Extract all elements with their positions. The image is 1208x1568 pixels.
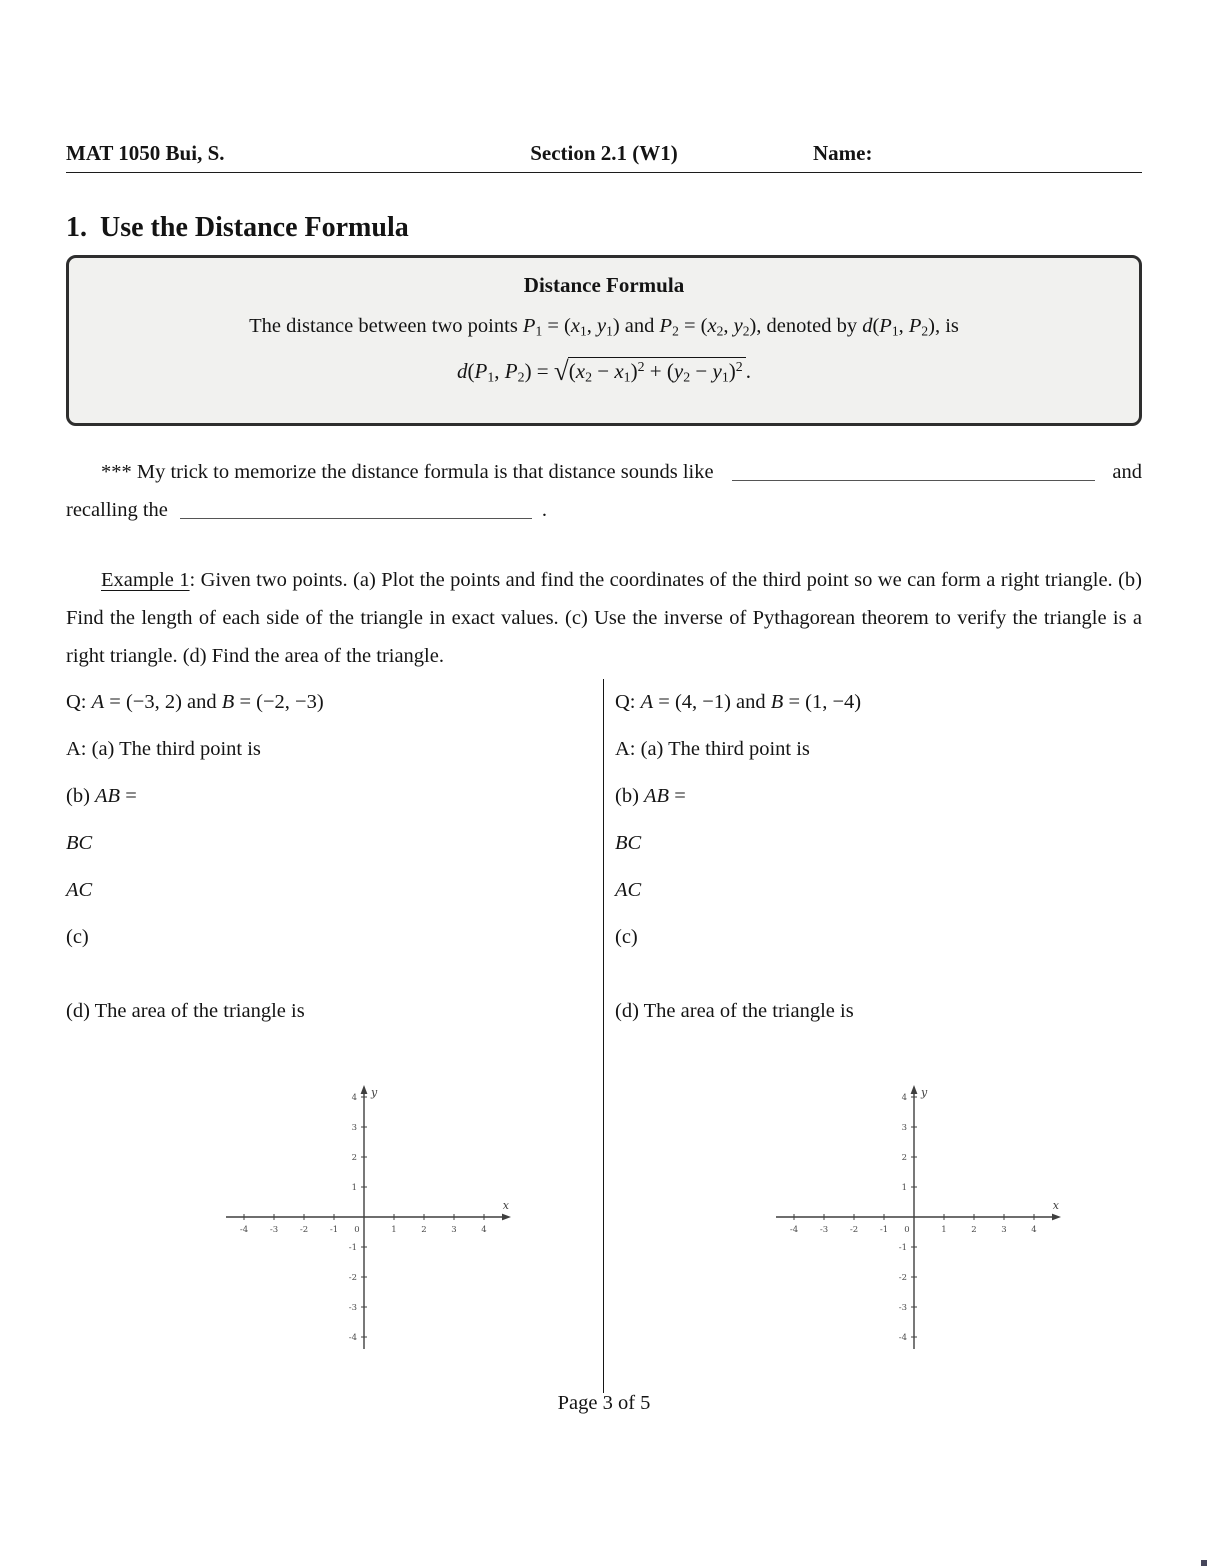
svg-text:-4: -4 [348,1333,357,1343]
section-heading [66,212,1142,244]
page-corner-artifact [1201,1560,1207,1566]
memorization-note [66,453,1142,529]
problem-2-part-b: (b) AB = [615,785,686,807]
svg-text:-2: -2 [898,1273,907,1283]
svg-text:-2: -2 [348,1273,357,1283]
problem-1-part-c: (c) [66,926,89,948]
svg-text:2: 2 [971,1225,977,1235]
section-number: 1. [66,212,87,243]
problem-2-graph-area [776,1085,1142,1367]
svg-text:3: 3 [451,1225,457,1235]
equation-period: . [745,359,751,384]
svg-text:x: x [502,1199,509,1212]
svg-text:-3: -3 [269,1225,279,1235]
problem-1-answer-a: A: (a) The third point is [66,738,261,760]
note-line2-period: . [541,499,548,521]
example-1-instructions [66,561,1142,675]
two-column-workspace [66,679,1142,1393]
fill-in-blank-1 [732,480,1096,481]
memorization-note-line-1 [66,453,1142,491]
coordinate-plane-1 [226,1085,511,1349]
section-label: Section 2.1 (W1) [530,141,678,165]
note-text-line2: recalling the [66,499,168,521]
problem-2-question: Q: A = (4, −1) and B = (1, −4) [615,691,862,713]
svg-text:x: x [1052,1199,1059,1212]
svg-text:3: 3 [1001,1225,1007,1235]
problem-1 [66,679,603,1393]
svg-text:2: 2 [421,1225,427,1235]
problem-2-part-d: (d) The area of the triangle is [615,1000,854,1022]
problem-1-part-b: (b) AB = [66,785,137,807]
svg-text:1: 1 [351,1183,357,1193]
svg-text:y: y [921,1086,928,1099]
problem-2-answer-a: A: (a) The third point is [615,738,810,760]
course-label: MAT 1050 Bui, S. [66,141,225,165]
svg-text:3: 3 [351,1123,357,1133]
svg-text:-1: -1 [348,1243,357,1253]
svg-text:2: 2 [901,1153,907,1163]
svg-text:-3: -3 [898,1303,907,1313]
svg-text:-4: -4 [898,1333,907,1343]
formula-box-body: The distance between two points $P_1 = (x_1$, $y_1$) and $P_2 = (x_2$, $y_2$), denoted by $d(P_1$, $P_2$), is [249,315,959,339]
example-1-text: : Given two points. (a) Plot the points and find the coordinates of the third point so we can form a right triangle. (b) Find the length of each side of the triangle in exact values. (c) Use the inverse of Pythagorean theorem to verify the triangle is a right triangle. (d) Find the area of the triangle. [66,569,1142,667]
coordinate-plane-2 [776,1085,1061,1349]
svg-text:4: 4 [351,1093,357,1103]
page-number: Page 3 of 5 [557,1392,651,1414]
problem-2-part-c: (c) [615,926,638,948]
problem-1-graph-area [226,1085,603,1367]
problem-1-side-bc: BC [66,832,93,854]
svg-text:0: 0 [354,1225,360,1235]
header-rule [66,172,1142,173]
problem-2-side-ac: AC [615,879,642,901]
svg-text:4: 4 [901,1093,907,1103]
page-header [66,141,1142,167]
radical-sign: √ [553,356,569,387]
svg-text:-3: -3 [819,1225,829,1235]
svg-text:0: 0 [904,1225,910,1235]
svg-text:-2: -2 [299,1225,309,1235]
equation-lhs: $d(P_1$, $P_2$) = [457,359,554,385]
formula-box-title: Distance Formula [523,273,685,297]
svg-text:-3: -3 [348,1303,357,1313]
svg-text:-1: -1 [898,1243,907,1253]
svg-text:-2: -2 [849,1225,859,1235]
problem-1-part-d: (d) The area of the triangle is [66,1000,305,1022]
svg-text:-1: -1 [879,1225,889,1235]
svg-text:3: 3 [901,1123,907,1133]
equation-radicand: $(x_2 - x_1)^2 + (y_2 - y_1)^2$ [568,357,746,383]
problem-1-side-ac: AC [66,879,93,901]
note-text-before-blank: *** My trick to memorize the distance formula is that distance sounds like [101,461,714,483]
problem-2-side-bc: BC [615,832,642,854]
svg-text:4: 4 [1031,1225,1037,1235]
note-text-after-blank: and [1112,461,1142,483]
svg-text:-4: -4 [239,1225,249,1235]
svg-text:y: y [371,1086,378,1099]
svg-text:1: 1 [941,1225,947,1235]
distance-formula-box [66,255,1142,426]
problem-1-question: Q: A = (−3, 2) and B = (−2, −3) [66,691,324,713]
svg-text:4: 4 [481,1225,487,1235]
example-1-label: Example 1 [101,569,190,591]
svg-text:2: 2 [351,1153,357,1163]
svg-text:1: 1 [901,1183,907,1193]
svg-text:1: 1 [391,1225,397,1235]
problem-2 [604,679,1142,1393]
svg-text:-4: -4 [789,1225,799,1235]
distance-formula-equation [69,356,1139,387]
memorization-note-line-2 [66,491,1142,529]
fill-in-blank-2 [180,518,532,519]
name-label: Name: [813,141,873,165]
section-title: Use the Distance Formula [100,212,409,243]
svg-text:-1: -1 [329,1225,339,1235]
